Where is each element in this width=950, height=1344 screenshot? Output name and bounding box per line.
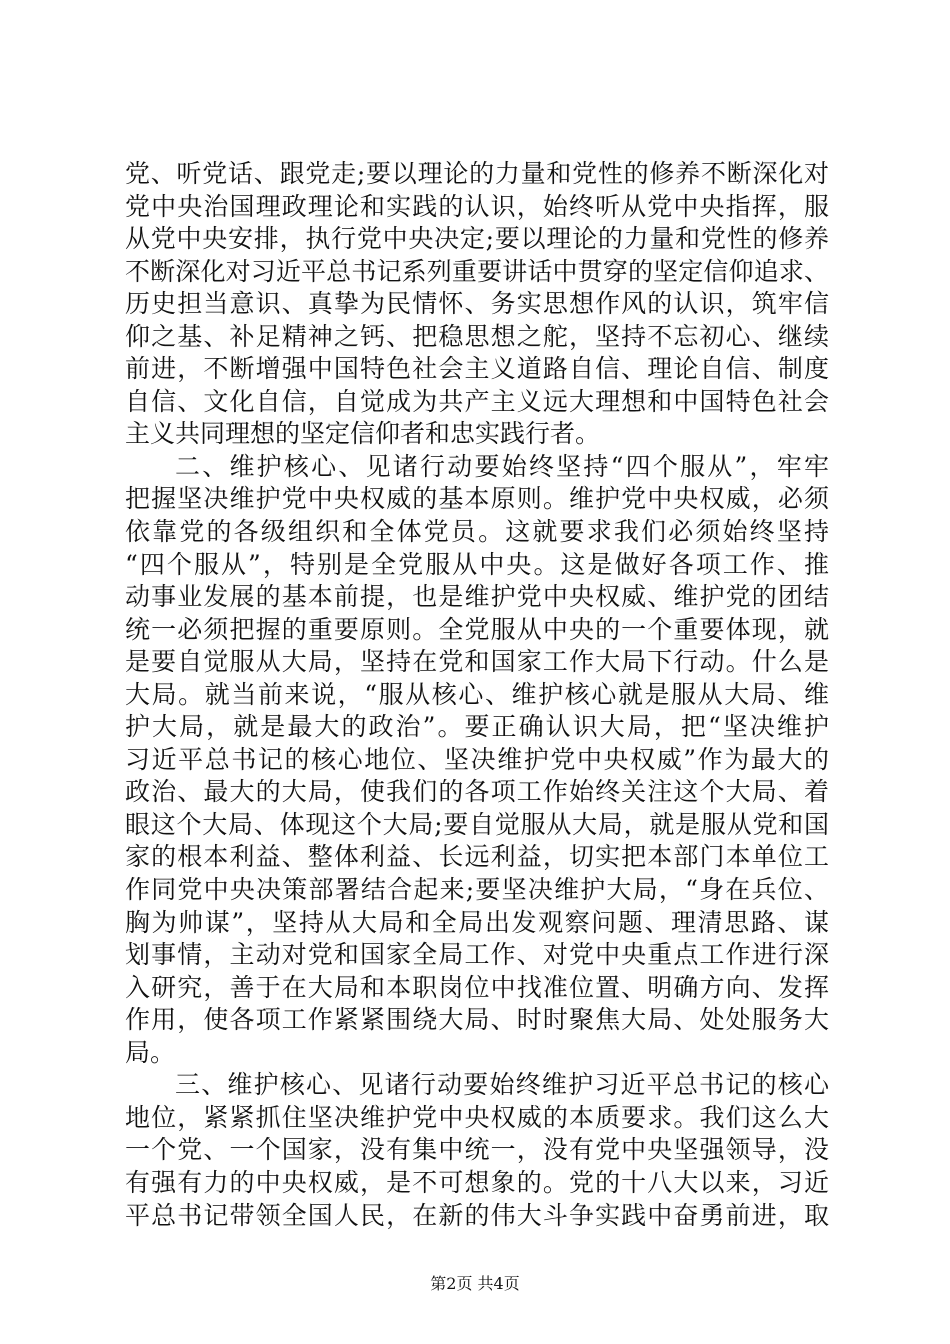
- text-line: 不断深化对习近平总书记系列重要讲话中贯穿的坚定信仰追求、: [125, 256, 829, 286]
- text-line: 前进，不断增强中国特色社会主义道路自信、理论自信、制度: [125, 354, 829, 384]
- document-body: [125, 158, 829, 1232]
- text-line: 局。: [125, 1037, 176, 1067]
- text-line: 一个党、一个国家，没有集中统一，没有党中央坚强领导，没: [125, 1135, 829, 1165]
- text-line: 动事业发展的基本前提，也是维护党中央权威、维护党的团结: [125, 582, 829, 612]
- text-line: “四个服从”，特别是全党服从中央。这是做好各项工作、推: [125, 549, 829, 579]
- text-line: 作用，使各项工作紧紧围绕大局、时时聚焦大局、处处服务大: [125, 1005, 829, 1035]
- text-line: 大局。就当前来说，“服从核心、维护核心就是服从大局、维: [125, 679, 829, 709]
- text-line: 历史担当意识、真挚为民情怀、务实思想作风的认识，筑牢信: [125, 289, 829, 319]
- text-line: 眼这个大局、体现这个大局;要自觉服从大局，就是服从党和国: [125, 809, 829, 839]
- text-line: 政治、最大的大局，使我们的各项工作始终关注这个大局、着: [125, 777, 829, 807]
- text-line: 统一必须把握的重要原则。全党服从中央的一个重要体现，就: [125, 614, 829, 644]
- page-footer: 第2页 共4页: [430, 1274, 520, 1293]
- text-line: 党、听党话、跟党走;要以理论的力量和党性的修养不断深化对: [125, 159, 829, 188]
- text-line: 有强有力的中央权威，是不可想象的。党的十八大以来，习近: [125, 1167, 829, 1197]
- text-line: 护大局，就是最大的政治”。要正确认识大局，把“坚决维护: [125, 712, 829, 742]
- text-line: 主义共同理想的坚定信仰者和忠实践行者。: [125, 419, 601, 449]
- text-line: 二、维护核心、见诸行动要始终坚持“四个服从”，牢牢: [175, 451, 829, 481]
- text-line: 是要自觉服从大局，坚持在党和国家工作大局下行动。什么是: [125, 647, 829, 677]
- text-line: 自信、文化自信，自觉成为共产主义远大理想和中国特色社会: [125, 386, 829, 416]
- text-line: 地位，紧紧抓住坚决维护党中央权威的本质要求。我们这么大: [125, 1102, 829, 1132]
- text-line: 依靠党的各级组织和全体党员。这就要求我们必须始终坚持: [125, 517, 829, 547]
- text-line: 家的根本利益、整体利益、长远利益，切实把本部门本单位工: [125, 842, 829, 872]
- text-line: 党中央治国理政理论和实践的认识，始终听从党中央指挥，服: [125, 191, 829, 221]
- text-line: 划事情，主动对党和国家全局工作、对党中央重点工作进行深: [125, 940, 829, 970]
- text-line: 三、维护核心、见诸行动要始终维护习近平总书记的核心: [175, 1070, 829, 1100]
- text-line: 作同党中央决策部署结合起来;要坚决维护大局，“身在兵位、: [125, 875, 829, 905]
- text-line: 习近平总书记的核心地位、坚决维护党中央权威”作为最大的: [125, 744, 829, 774]
- text-line: 仰之基、补足精神之钙、把稳思想之舵，坚持不忘初心、继续: [125, 321, 829, 351]
- text-line: 把握坚决维护党中央权威的基本原则。维护党中央权威，必须: [125, 484, 829, 514]
- text-line: 入研究，善于在大局和本职岗位中找准位置、明确方向、发挥: [125, 972, 829, 1002]
- text-line: 平总书记带领全国人民，在新的伟大斗争实践中奋勇前进，取: [125, 1200, 829, 1230]
- text-line: 从党中央安排，执行党中央决定;要以理论的力量和党性的修养: [125, 224, 829, 254]
- text-line: 胸为帅谋”，坚持从大局和全局出发观察问题、理清思路、谋: [125, 907, 829, 937]
